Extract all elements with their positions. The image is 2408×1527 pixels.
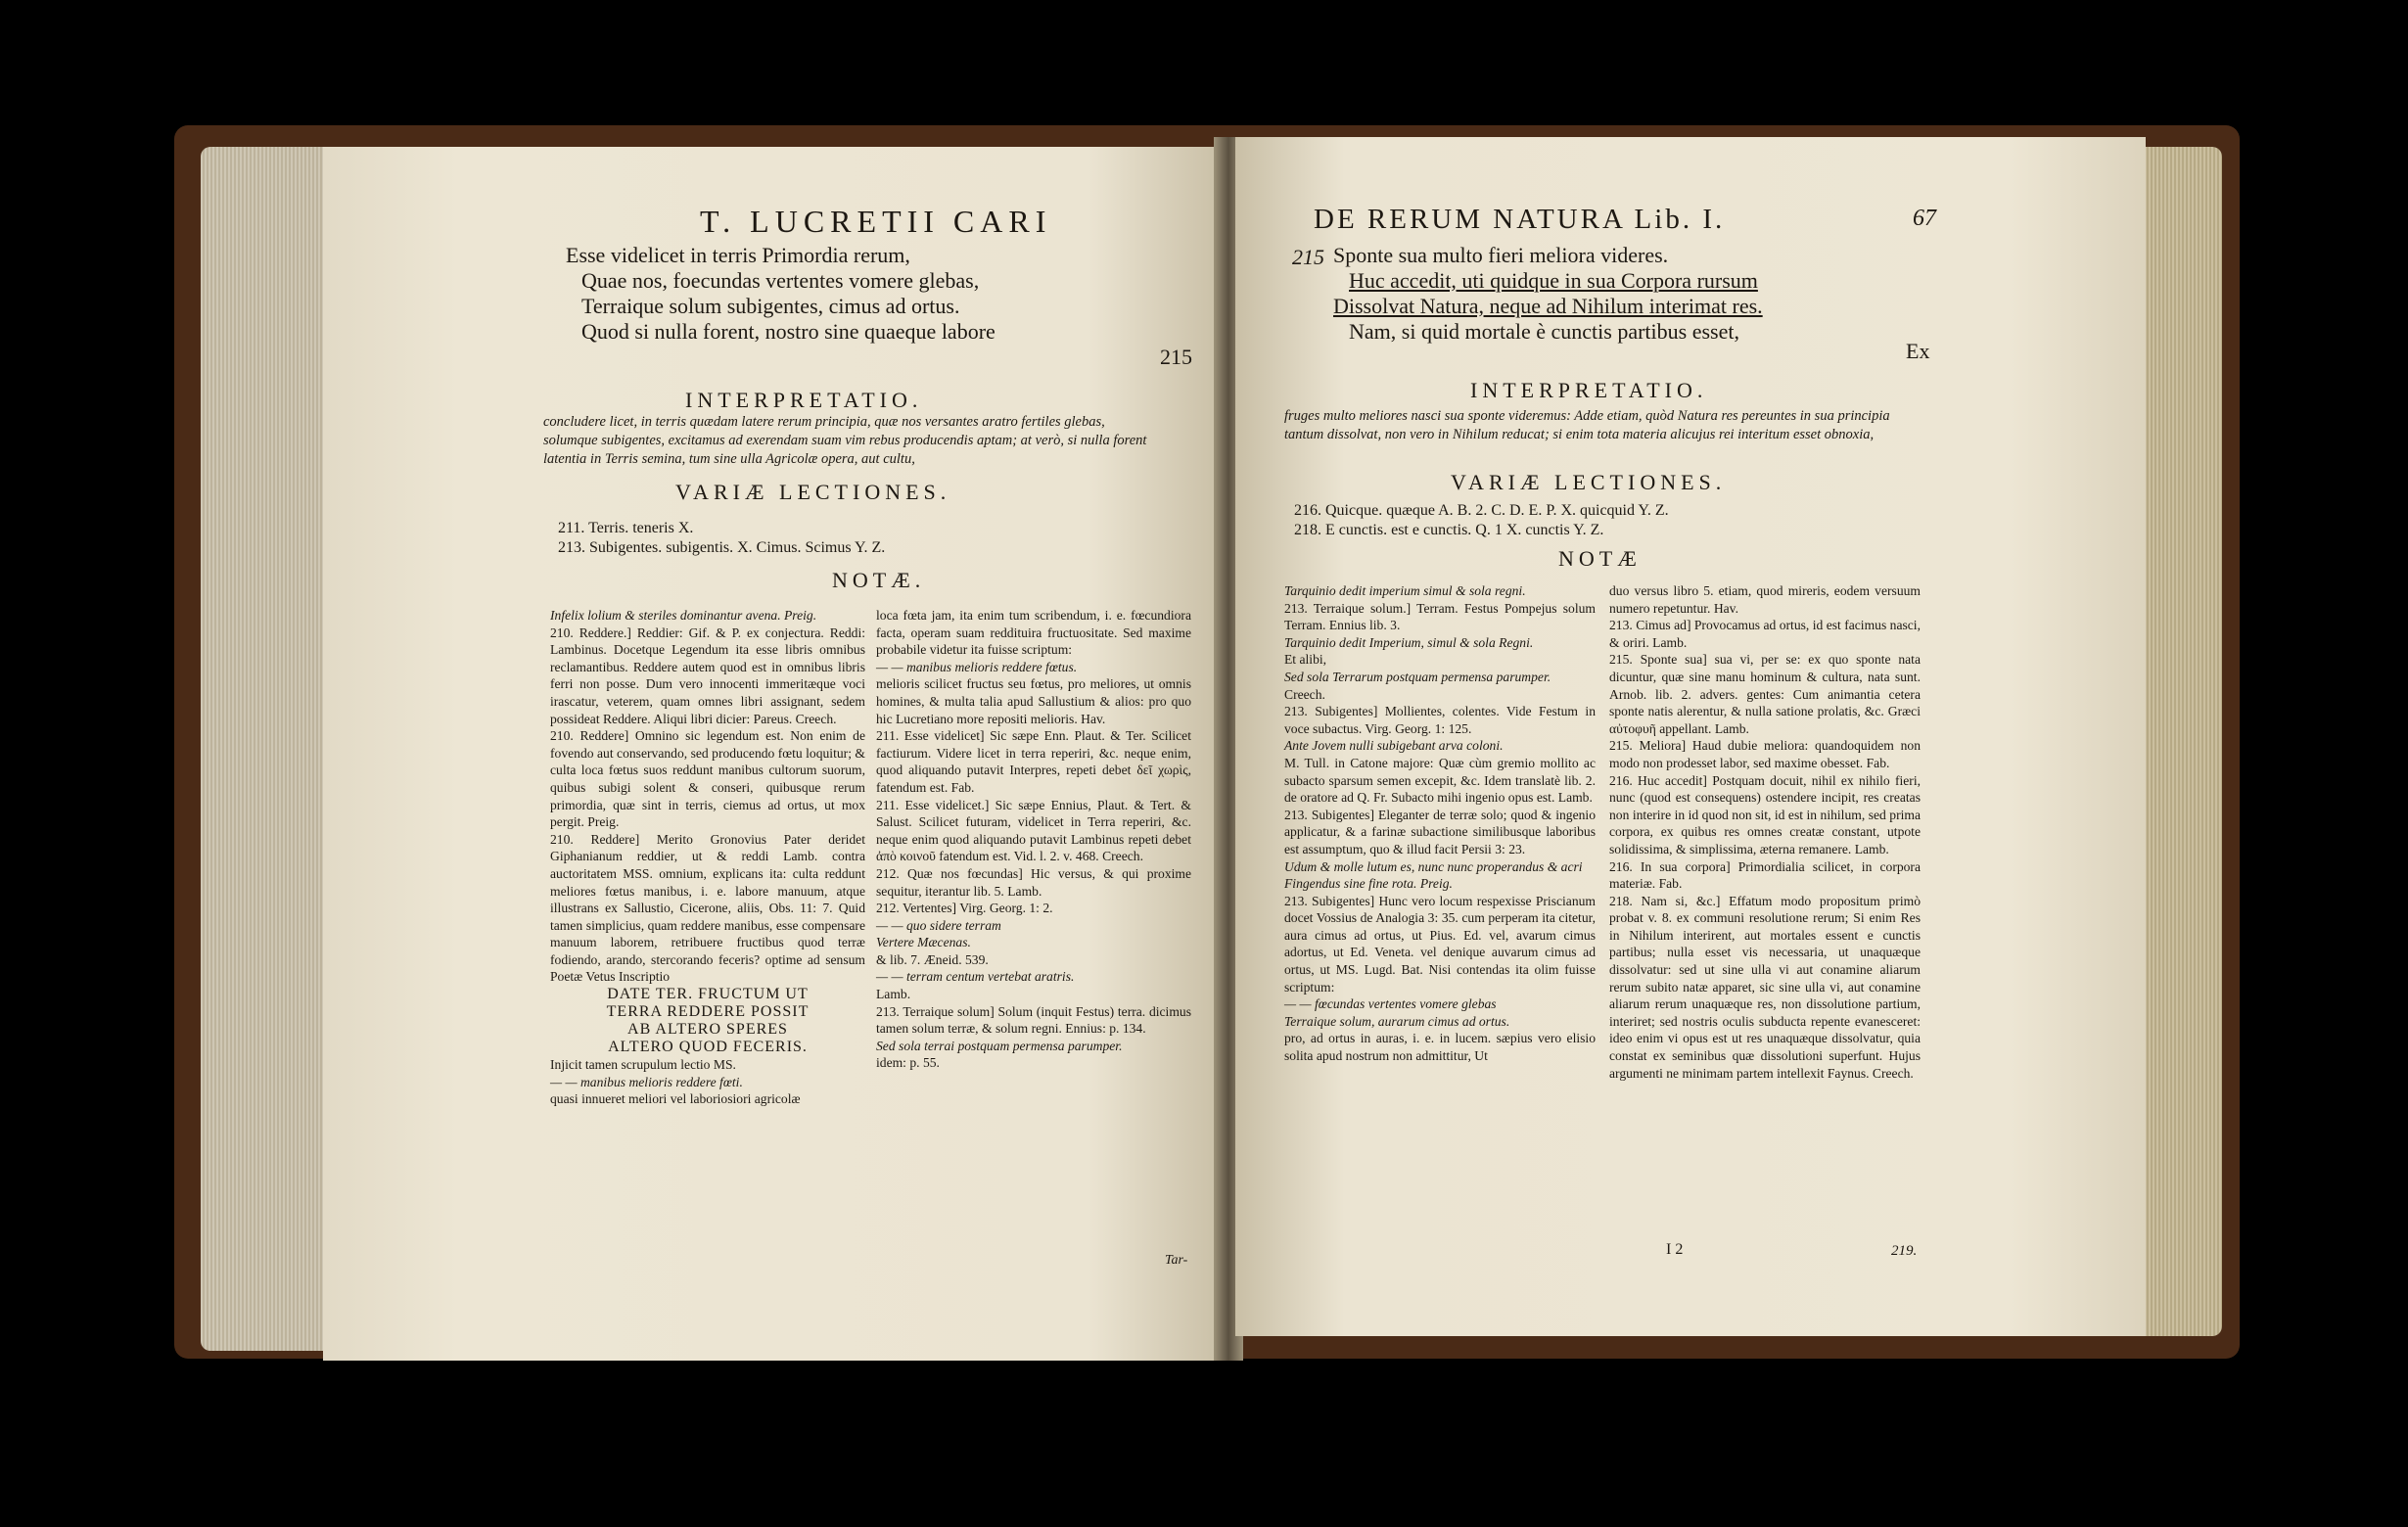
verse-line: Dissolvat Natura, neque ad Nihilum interimat res. — [1333, 294, 1763, 318]
note: — — fœcundas vertentes vomere glebas — [1284, 996, 1497, 1012]
note: 213. Subigentes] Eleganter de terræ solo; quod & ingenio applicatur, & a farinæ subactione similibusque laboribus est assumptum, quo & illud facit Persii 3: 23. — [1284, 807, 1596, 856]
note: 211. Esse videlicet.] Sic sæpe Ennius, Plaut. & Tert. & Salust. Scilicet futuram, videlicet in Terra reperiri, &c. neque enim quod aliquando putavit Lambinus repeti debet ἀπὸ κοινοῦ fatendum est. Vid. l. 2. v. 468. Creech. — [876, 797, 1191, 864]
inscription-line: TERRA REDDERE POSSIT — [606, 1003, 810, 1021]
line-number: 215 — [1292, 245, 1324, 269]
verse-line: Nam, si quid mortale è cunctis partibus esset, — [1349, 319, 1739, 344]
note: Tarquinio dedit Imperium, simul & sola Regni. — [1284, 634, 1534, 650]
variant-reading: 218. E cunctis. est e cunctis. Q. 1 X. cunctis Y. Z. — [1294, 522, 1604, 538]
notes-column-2 — [1609, 582, 1921, 1082]
note: duo versus libro 5. etiam, quod mireris, eodem versuum numero repetuntur. Hav. — [1609, 583, 1921, 616]
verse-line: Quod si nulla forent, nostro sine quaeque labore — [581, 319, 996, 344]
right-page — [1235, 137, 2146, 1336]
note: — — quo sidere terram — [876, 917, 1001, 933]
interpretatio-text: concludere licet, in terris quædam latere rerum principia, quæ nos versantes aratro fertiles glebas, solumque subigentes, excitamus ad exerendam suam vim rebus producendis aptam; at verò, si nulla forent latentia in Terris semina, tum sine ulla Agricolæ opera, aut cultu, — [543, 414, 1147, 467]
note: — — manibus melioris reddere fœti. — [550, 1074, 743, 1089]
notae-heading: NOTÆ. — [832, 568, 926, 592]
note: 211. Esse videlicet] Sic sæpe Enn. Plaut. & Ter. Scilicet factiurum. Videre licet in terra reperiri, &c. neque enim, quod aliquando putavit Interpres, repeti debet δεῖ χωρὶς, fatendum est. Fab. — [876, 728, 1191, 795]
variae-heading: VARIÆ LECTIONES. — [1451, 470, 1727, 494]
left-page — [323, 147, 1224, 1361]
note: Creech. — [1284, 686, 1325, 702]
note: 210. Reddere] Merito Gronovius Pater deridet Giphanianum reddier, ut & reddi Lamb. contra auctoritatem MSS. omnium, explicans ita: culta reddunt meliores fœtus manibus, i. e. labore manuum, atque illustrans ex Sallustio, Cicerone, aliis, Obs. 11: 7. Quid tamen simplicius, quam reddere manibus, esse compensare manuum laborem, retribuere fructibus quod terræ fodiendo, arando, stercorando feceris? optime ad sensum Poetæ Vetus Inscriptio — [550, 831, 865, 985]
note: 213. Cimus ad] Provocamus ad ortus, id est facimus nasci, & oriri. Lamb. — [1609, 618, 1921, 650]
notes-column-1 — [550, 607, 865, 1108]
note: 213. Subigentes] Hunc vero locum respexisse Priscianum docet Vossius de Analogia 3: 35. cum perperam ita citetur, aura cimus ad ortus, ut Pius. Ed. vel, avarum cimus adortus, ut Ed. Veneta. vel denique auvarum cimus ad ortus, ut MS. Lugd. Bat. Nisi contendas ita olim fuisse scriptum: — [1284, 893, 1596, 995]
note: pro, ad ortus in auras, i. e. in lucem. sæpius vero elisio solita apud nostrum non admittitur, Ut — [1284, 1031, 1596, 1064]
note: Vertere Mæcenas. — [876, 935, 971, 950]
inscription-line: AB ALTERO SPERES — [627, 1021, 788, 1039]
interpretatio-heading: INTERPRETATIO. — [1470, 378, 1708, 402]
note: 213. Terraique solum] Solum (inquit Festus) terra. dicimus tamen solum terræ, & solum regni. Ennius: p. 134. — [876, 1003, 1191, 1037]
note: 213. Subigentes] Mollientes, colentes. Vide Festum in voce subactus. Virg. Georg. 1: 125. — [1284, 704, 1596, 736]
note: Fingendus sine fine rota. Preig. — [1284, 876, 1453, 892]
running-head: T. LUCRETII CARI — [700, 204, 1052, 239]
interpretatio-heading: INTERPRETATIO. — [685, 388, 923, 412]
note: Lamb. — [876, 987, 911, 1002]
page-edges-left — [201, 147, 338, 1351]
note: loca fœta jam, ita enim tum scribendum, i. e. fœcundiora facta, operam suam reddituira fructuositate. Sed maxime probabile videtur ita fuisse scriptum: — [876, 608, 1191, 658]
note: — — manibus melioris reddere fœtus. — [876, 659, 1078, 674]
note: 212. Quæ nos fœcundas] Hic versus, & qui proxime sequitur, iterantur lib. 5. Lamb. — [876, 865, 1191, 899]
note: Infelix lolium & steriles dominantur avena. Preig. — [550, 608, 817, 623]
verse-line: Huc accedit, uti quidque in sua Corpora rursum — [1349, 268, 1758, 293]
catchword: Tar- — [1165, 1253, 1188, 1268]
note: 210. Reddere.] Reddier: Gif. & P. ex conjectura. Reddi: Lambinus. Docetque Legendum ita esse libris omnibus reclamantibus. Reddere autem quod est in omnibus libris ferri non posse. Dum vero innocenti immeritæque voci irascatur, veterem, quam omnes libri assignant, sedem possideat Reddere. Aliqui libri dicier: Pareus. Creech. — [550, 625, 865, 726]
running-head: DE RERUM NATURA Lib. I. — [1314, 204, 1726, 235]
note: quasi innueret meliori vel laboriosiori agricolæ — [550, 1091, 801, 1107]
note: 215. Meliora] Haud dubie meliora: quandoquidem non modo non prodesset labor, sed maxime obesset. Fab. — [1609, 738, 1921, 770]
verse-line: Quae nos, foecundas vertentes vomere glebas, — [581, 268, 980, 293]
note: 216. In sua corpora] Primordialia scilicet, in corpora materiæ. Fab. — [1609, 858, 1921, 892]
notae-heading: NOTÆ — [1558, 546, 1642, 571]
verse-line: Esse videlicet in terris Primordia rerum, — [566, 243, 910, 267]
note: Injicit tamen scrupulum lectio MS. — [550, 1057, 736, 1073]
note: Sed sola terrai postquam permensa parumper. — [876, 1038, 1123, 1053]
interpretatio-text: fruges multo meliores nasci sua sponte videremus: Adde etiam, quòd Natura res pereuntes in sua principia tantum dissolvat, non vero in Nihilum reducat; si enim tota materia alicujus rei interitum esset obnoxia, — [1284, 408, 1890, 442]
variant-reading: 211. Terris. teneris X. — [558, 520, 694, 536]
verse-line: Terraique solum subigentes, cimus ad ortus. — [581, 294, 960, 318]
notes-column-1 — [1284, 582, 1596, 1065]
note: 210. Reddere] Omnino sic legendum est. Non enim de fovendo aut conservando, sed producendo fœtu loquitur; & culta loca fœtus suos reddunt manibus cultorum suorum, quibus subigi solent & conseri, quibusque rerum primordia, quæ sint in terris, ciemus ad ortus, ut mox pergit. Preig. — [550, 728, 865, 830]
note: 213. Terraique solum.] Terram. Festus Pompejus solum Terram. Ennius lib. 3. — [1284, 600, 1596, 633]
note: idem: p. 55. — [876, 1055, 940, 1071]
catchword: Ex — [1906, 339, 1930, 363]
notes-column-2 — [876, 607, 1191, 1072]
verse-line: Sponte sua multo fieri meliora videres. — [1333, 243, 1669, 267]
variant-reading: 213. Subigentes. subigentis. X. Cimus. Scimus Y. Z. — [558, 539, 886, 556]
catchword: 219. — [1891, 1243, 1918, 1259]
note: & lib. 7. Æneid. 539. — [876, 951, 989, 967]
note: M. Tull. in Catone majore: Quæ cùm gremio mollito ac subacto sparsum semen excepit, &c. Idem translatè lib. 2. de oratore ad Q. Fr. Subacto mihi ingenio opus est. Lamb. — [1284, 755, 1596, 806]
note: Sed sola Terrarum postquam permensa parumper. — [1284, 669, 1551, 684]
line-number: 215 — [1160, 345, 1192, 369]
note: 215. Sponte sua] sua vi, per se: ex quo sponte nata dicuntur, quæ sine manu hominum & cultura, nata sunt. Arnob. lib. 2. advers. gentes: Cum animantia cetera sponte natis alerentur, & nulla satione prolatis, &c. Græci αὐτοφυῆ appellant. Lamb. — [1609, 652, 1921, 736]
note: 216. Huc accedit] Postquam docuit, nihil ex nihilo fieri, nunc (quod est consequens) ostendere incipit, res creatas non interire in id quod non sit, id est in nihilum, sed prima corpora, ex quibus res omnes creatæ constant, utpote solidissima, & simplissima, æterna remanere. Lamb. — [1609, 772, 1921, 856]
note: — — terram centum vertebat aratris. — [876, 969, 1075, 985]
variant-reading: 216. Quicque. quæque A. B. 2. C. D. E. P. X. quicquid Y. Z. — [1294, 502, 1669, 519]
inscription-line: DATE TER. FRUCTUM UT — [607, 986, 809, 1003]
variae-heading: VARIÆ LECTIONES. — [675, 480, 951, 504]
signature-mark: I 2 — [1666, 1241, 1684, 1258]
note: 212. Vertentes] Virg. Georg. 1: 2. — [876, 901, 1053, 916]
note: Tarquinio dedit imperium simul & sola regni. — [1284, 583, 1526, 598]
note: Ante Jovem nulli subigebant arva coloni. — [1284, 738, 1504, 754]
note: Udum & molle lutum es, nunc nunc properandus & acri — [1284, 858, 1583, 874]
note: 218. Nam si, &c.] Effatum modo propositum primò probat v. 8. ex communi resolutione rerum; Si enim Res in Nihilum interirent, aut mortales essent e cunctis partibus; nulla esset vis necessaria, ut unaquæque dissolvatur: sed ut sine ulla vi aut conamine aliarum rerum subito natæ apparet, sic sine ulla vi, aut conamine aliarum rerum unaquæque res, non dissolutione partium, interiret; sed nostris oculis subducta repente evanesceret: ideo enim vi opus est ut res unaquæque dissolvatur, quia constat ex seminibus quæ dissolutioni superfunt. Hujus argumenti ne minimam partem intellexit Faynus. Creech. — [1609, 893, 1921, 1081]
inscription-line: ALTERO QUOD FECERIS. — [608, 1039, 808, 1056]
note: Et alibi, — [1284, 652, 1327, 668]
note: melioris scilicet fructus seu fœtus, pro meliores, ut omnis homines, & multa talia apud Sallustium & alios: pro quo hic Lucretiano more repositi melioris. Hav. — [876, 676, 1191, 726]
page-number: 67 — [1913, 206, 1936, 231]
note: Terraique solum, aurarum cimus ad ortus. — [1284, 1013, 1510, 1029]
